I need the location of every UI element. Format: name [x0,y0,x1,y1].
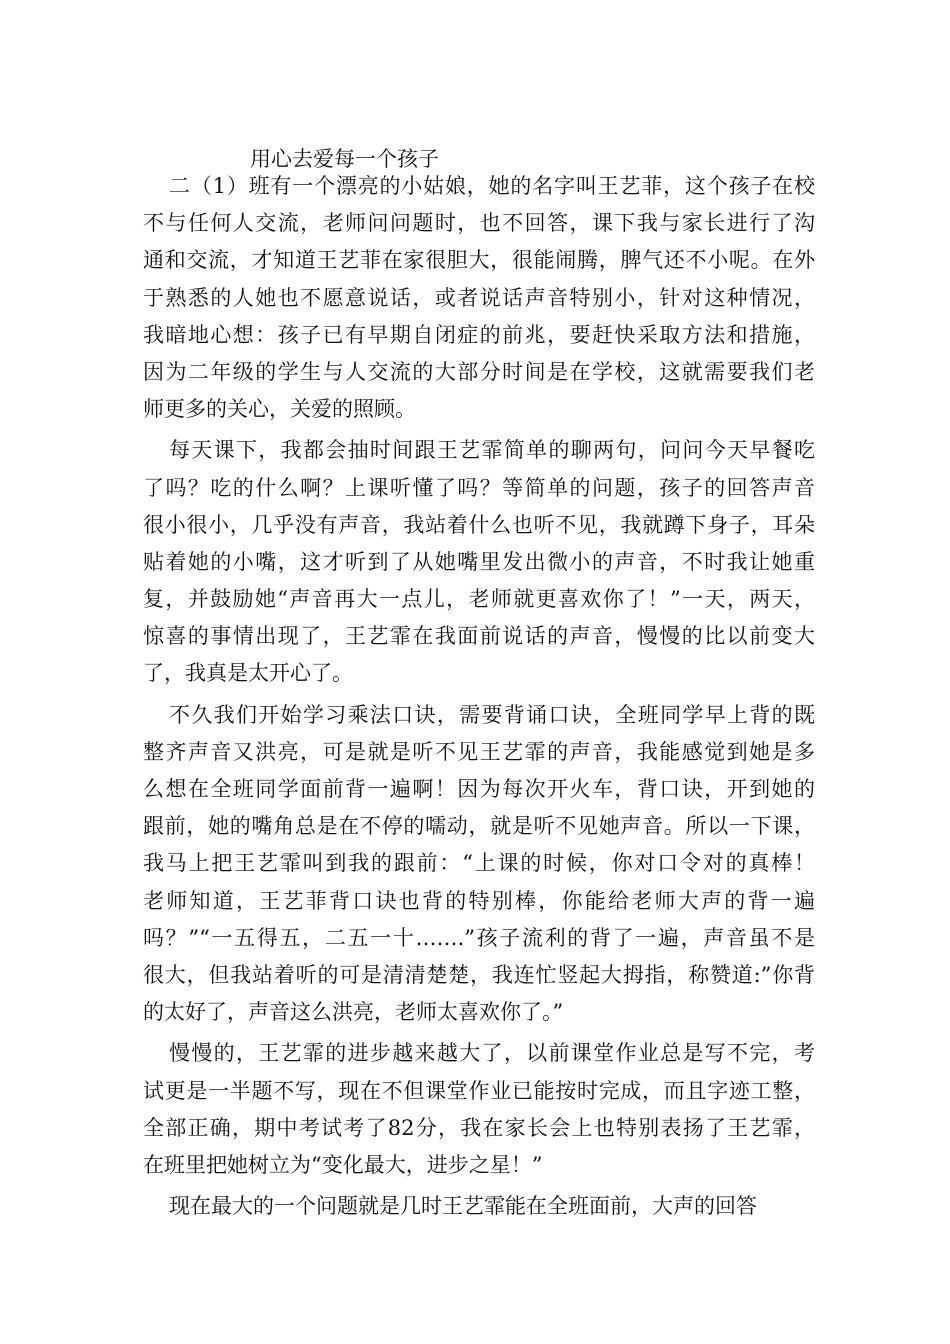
paragraph-line: 吗？”“一五得五，二五一十…….”孩子流利的背了一遍，声音虽不是 [143,925,815,950]
paragraph-line: 在班里把她树立为“变化最大，进步之星！” [143,1152,543,1177]
paragraph-line: 复，并鼓励她“声音再大一点儿，老师就更喜欢你了！”一天，两天， [143,587,815,612]
paragraph-line: 我马上把王艺霏叫到我的跟前：“上课的时候，你对口令对的真棒！ [143,851,815,876]
paragraph-line: 了，我真是太开心了。 [143,661,353,686]
paragraph-line: 每天课下，我都会抽时间跟王艺霏简单的聊两句，问问今天早餐吃 [169,438,815,463]
paragraph [143,432,815,692]
paragraph-line: 试更是一半题不写，现在不但课堂作业已能按时完成，而且字迹工整， [143,1078,815,1103]
paragraph-line: 因为二年级的学生与人交流的大部分时间是在学校，这就需要我们老 [143,359,815,384]
paragraph-line: 么想在全班同学面前背一遍啊！因为每次开火车，背口诀，开到她的 [143,777,815,801]
paragraph-line: 不久我们开始学习乘法口诀，需要背诵口诀，全班同学早上背的既 [169,702,815,727]
paragraph-line: 老师知道，王艺菲背口诀也背的特别棒，你能给老师大声的背一遍 [143,888,815,913]
paragraph [143,1188,815,1225]
document-title: 用心去爱每一个孩子 [250,147,439,171]
paragraph-line: 慢慢的，王艺霏的进步越来越大了，以前课堂作业总是写不完，考 [169,1041,815,1066]
paragraph-line: 我暗地心想：孩子已有早期自闭症的前兆，要赶快采取方法和措施， [143,322,815,347]
paragraph [143,168,815,428]
paragraph [143,697,815,1032]
document-body [143,168,815,1229]
paragraph-line: 很大，但我站着听的可是清清楚楚，我连忙竖起大拇指，称赞道:”你背 [143,962,815,987]
paragraph-line: 贴着她的小嘴，这才听到了从她嘴里发出微小的声音，不时我让她重 [143,549,815,574]
paragraph-line: 师更多的关心，关爱的照顾。 [143,397,416,422]
paragraph-line: 惊喜的事情出现了，王艺霏在我面前说话的声音，慢慢的比以前变大 [143,624,815,649]
paragraph-line: 不与任何人交流，老师问问题时，也不回答，课下我与家长进行了沟 [143,211,815,236]
paragraph [143,1035,815,1184]
paragraph-line: 全部正确，期中考试考了82分，我在家长会上也特别表扬了王艺霏， [143,1115,815,1140]
paragraph-line: 了吗？吃的什么啊？上课听懂了吗？等简单的问题，孩子的回答声音 [143,475,815,500]
paragraph-line: 跟前，她的嘴角总是在不停的嚅动，就是听不见她声音。所以一下课， [143,814,815,839]
paragraph-line: 很小很小，几乎没有声音，我站着什么也听不见，我就蹲下身子，耳朵 [143,512,815,537]
paragraph-line: 整齐声音又洪亮，可是就是听不见王艺霏的声音，我能感觉到她是多 [143,739,815,764]
paragraph-line: 二（1）班有一个漂亮的小姑娘，她的名字叫王艺菲，这个孩子在校 [169,174,815,198]
paragraph-line: 现在最大的一个问题就是几时王艺霏能在全班面前，大声的回答 [169,1194,757,1219]
paragraph-line: 通和交流，才知道王艺菲在家很胆大，很能闹腾，脾气还不小呢。在外 [143,248,815,273]
paragraph-line: 于熟悉的人她也不愿意说话，或者说话声音特别小，针对这种情况， [143,285,815,310]
paragraph-line: 的太好了，声音这么洪亮，老师太喜欢你了。” [143,1000,564,1025]
